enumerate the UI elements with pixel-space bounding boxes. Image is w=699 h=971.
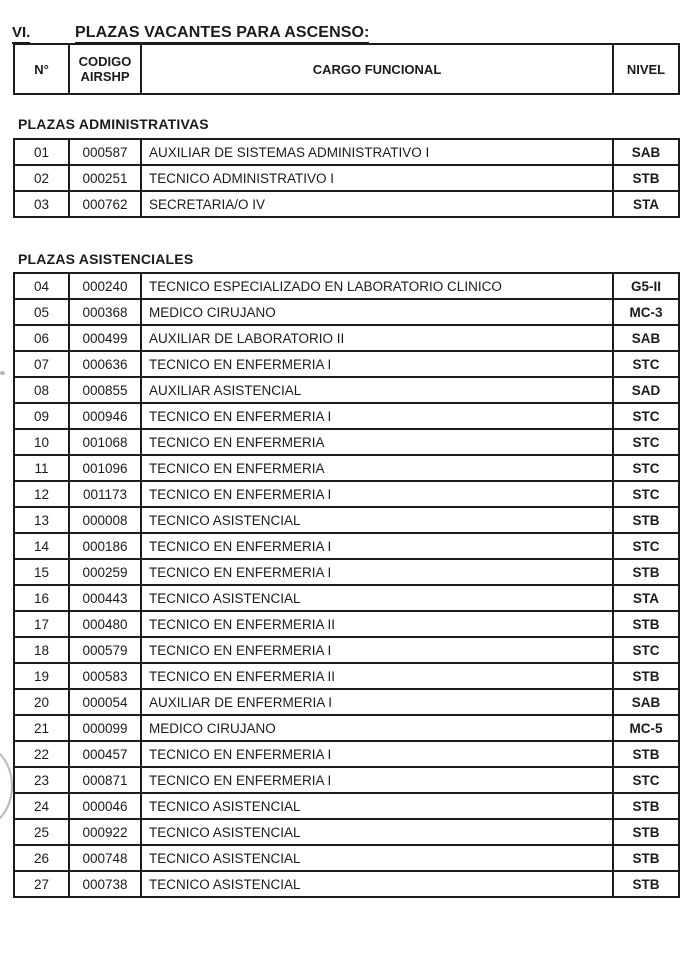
section-number-wrap [12, 24, 75, 41]
cell-num: 18 [14, 637, 69, 663]
cell-code: 000579 [69, 637, 141, 663]
table-row [14, 299, 679, 325]
table-row [14, 325, 679, 351]
cell-cargo: AUXILIAR DE ENFERMERIA I [141, 689, 613, 715]
cell-code: 000240 [69, 273, 141, 299]
table-row [14, 767, 679, 793]
cell-code: 000251 [69, 165, 141, 191]
cell-nivel: MC-5 [613, 715, 679, 741]
cell-code: 000368 [69, 299, 141, 325]
cell-num: 11 [14, 455, 69, 481]
cell-cargo: MEDICO CIRUJANO [141, 715, 613, 741]
table-row [14, 165, 679, 191]
cell-nivel: STC [613, 455, 679, 481]
table-row [14, 559, 679, 585]
cell-nivel: STC [613, 533, 679, 559]
cell-code: 001096 [69, 455, 141, 481]
cell-num: 21 [14, 715, 69, 741]
cell-code: 000186 [69, 533, 141, 559]
cell-num: 22 [14, 741, 69, 767]
cell-nivel: STB [613, 507, 679, 533]
cell-num: 10 [14, 429, 69, 455]
cell-code: 000499 [69, 325, 141, 351]
table-row [14, 871, 679, 897]
table-row [14, 455, 679, 481]
table-row [14, 273, 679, 299]
cell-cargo: SECRETARIA/O IV [141, 191, 613, 217]
cell-nivel: STB [613, 663, 679, 689]
cell-code: 000738 [69, 871, 141, 897]
column-header-code-line1: CODIGO [78, 54, 132, 69]
column-header-row [14, 44, 679, 94]
cell-num: 26 [14, 845, 69, 871]
table-row [14, 637, 679, 663]
cell-cargo: TECNICO EN ENFERMERIA I [141, 559, 613, 585]
table-row [14, 377, 679, 403]
cell-num: 08 [14, 377, 69, 403]
cell-cargo: TECNICO ASISTENCIAL [141, 819, 613, 845]
column-header-code-line2: AIRSHP [80, 69, 130, 84]
table-row [14, 429, 679, 455]
section-heading: PLAZAS ASISTENCIALES [18, 251, 194, 267]
cell-nivel: STC [613, 403, 679, 429]
table-row [14, 191, 679, 217]
column-header-table [13, 43, 680, 95]
cell-code: 000099 [69, 715, 141, 741]
cell-num: 27 [14, 871, 69, 897]
cell-cargo: TECNICO EN ENFERMERIA I [141, 637, 613, 663]
section-number: VI. [12, 24, 30, 44]
cell-code: 001173 [69, 481, 141, 507]
cell-cargo: TECNICO ASISTENCIAL [141, 585, 613, 611]
cell-cargo: TECNICO EN ENFERMERIA [141, 429, 613, 455]
cell-cargo: TECNICO EN ENFERMERIA I [141, 481, 613, 507]
cell-nivel: STC [613, 351, 679, 377]
column-header-code [69, 44, 141, 94]
table-row [14, 819, 679, 845]
scan-artifact-dash [0, 371, 5, 375]
cell-num: 02 [14, 165, 69, 191]
cell-num: 15 [14, 559, 69, 585]
cell-nivel: STB [613, 819, 679, 845]
plazas-table [13, 272, 680, 898]
cell-code: 000008 [69, 507, 141, 533]
cell-code: 000457 [69, 741, 141, 767]
cell-nivel: SAB [613, 139, 679, 165]
cell-cargo: TECNICO ADMINISTRATIVO I [141, 165, 613, 191]
cell-code: 000855 [69, 377, 141, 403]
cell-cargo: TECNICO ESPECIALIZADO EN LABORATORIO CLINICO [141, 273, 613, 299]
cell-code: 000480 [69, 611, 141, 637]
cell-cargo: TECNICO EN ENFERMERIA II [141, 611, 613, 637]
document-title-row [12, 24, 369, 42]
cell-num: 12 [14, 481, 69, 507]
cell-nivel: SAB [613, 325, 679, 351]
cell-num: 06 [14, 325, 69, 351]
cell-nivel: STB [613, 871, 679, 897]
cell-nivel: G5-II [613, 273, 679, 299]
cell-num: 14 [14, 533, 69, 559]
cell-num: 24 [14, 793, 69, 819]
section-heading: PLAZAS ADMINISTRATIVAS [18, 116, 209, 132]
column-header-cargo: CARGO FUNCIONAL [141, 44, 613, 94]
cell-cargo: TECNICO ASISTENCIAL [141, 871, 613, 897]
table-row [14, 689, 679, 715]
cell-nivel: STB [613, 559, 679, 585]
cell-num: 25 [14, 819, 69, 845]
cell-num: 17 [14, 611, 69, 637]
cell-nivel: STC [613, 637, 679, 663]
cell-nivel: STA [613, 585, 679, 611]
table-row [14, 845, 679, 871]
cell-code: 000922 [69, 819, 141, 845]
cell-cargo: TECNICO ASISTENCIAL [141, 793, 613, 819]
table-row [14, 403, 679, 429]
table-row [14, 793, 679, 819]
cell-cargo: AUXILIAR ASISTENCIAL [141, 377, 613, 403]
cell-cargo: TECNICO EN ENFERMERIA I [141, 767, 613, 793]
cell-num: 01 [14, 139, 69, 165]
cell-nivel: STC [613, 767, 679, 793]
table-row [14, 741, 679, 767]
page-title: PLAZAS VACANTES PARA ASCENSO: [75, 24, 369, 44]
cell-code: 000259 [69, 559, 141, 585]
cell-code: 000762 [69, 191, 141, 217]
cell-code: 000871 [69, 767, 141, 793]
cell-nivel: STB [613, 741, 679, 767]
table-row [14, 611, 679, 637]
cell-cargo: TECNICO EN ENFERMERIA I [141, 741, 613, 767]
cell-num: 20 [14, 689, 69, 715]
cell-code: 000443 [69, 585, 141, 611]
table-row [14, 585, 679, 611]
cell-nivel: SAD [613, 377, 679, 403]
cell-cargo: AUXILIAR DE SISTEMAS ADMINISTRATIVO I [141, 139, 613, 165]
cell-cargo: TECNICO EN ENFERMERIA [141, 455, 613, 481]
cell-nivel: SAB [613, 689, 679, 715]
sections-container [0, 93, 699, 898]
table-row [14, 715, 679, 741]
cell-cargo: TECNICO ASISTENCIAL [141, 507, 613, 533]
cell-cargo: MEDICO CIRUJANO [141, 299, 613, 325]
cell-cargo: AUXILIAR DE LABORATORIO II [141, 325, 613, 351]
table-row [14, 481, 679, 507]
table-row [14, 533, 679, 559]
cell-num: 05 [14, 299, 69, 325]
cell-code: 000587 [69, 139, 141, 165]
cell-code: 000054 [69, 689, 141, 715]
cell-num: 13 [14, 507, 69, 533]
cell-nivel: STA [613, 191, 679, 217]
table-row [14, 507, 679, 533]
cell-num: 23 [14, 767, 69, 793]
table-row [14, 663, 679, 689]
cell-num: 16 [14, 585, 69, 611]
cell-num: 07 [14, 351, 69, 377]
cell-nivel: STC [613, 481, 679, 507]
cell-nivel: STB [613, 165, 679, 191]
cell-code: 000636 [69, 351, 141, 377]
column-header-num: N° [14, 44, 69, 94]
table-row [14, 351, 679, 377]
cell-nivel: MC-3 [613, 299, 679, 325]
cell-cargo: TECNICO EN ENFERMERIA I [141, 351, 613, 377]
cell-nivel: STB [613, 611, 679, 637]
cell-cargo: TECNICO EN ENFERMERIA I [141, 533, 613, 559]
cell-num: 03 [14, 191, 69, 217]
plazas-table [13, 138, 680, 218]
table-row [14, 139, 679, 165]
cell-nivel: STB [613, 845, 679, 871]
cell-num: 09 [14, 403, 69, 429]
cell-num: 04 [14, 273, 69, 299]
cell-num: 19 [14, 663, 69, 689]
cell-cargo: TECNICO EN ENFERMERIA I [141, 403, 613, 429]
cell-nivel: STC [613, 429, 679, 455]
cell-code: 000046 [69, 793, 141, 819]
cell-nivel: STB [613, 793, 679, 819]
cell-code: 001068 [69, 429, 141, 455]
cell-cargo: TECNICO EN ENFERMERIA II [141, 663, 613, 689]
cell-code: 000748 [69, 845, 141, 871]
cell-cargo: TECNICO ASISTENCIAL [141, 845, 613, 871]
column-header-nivel: NIVEL [613, 44, 679, 94]
cell-code: 000946 [69, 403, 141, 429]
cell-code: 000583 [69, 663, 141, 689]
